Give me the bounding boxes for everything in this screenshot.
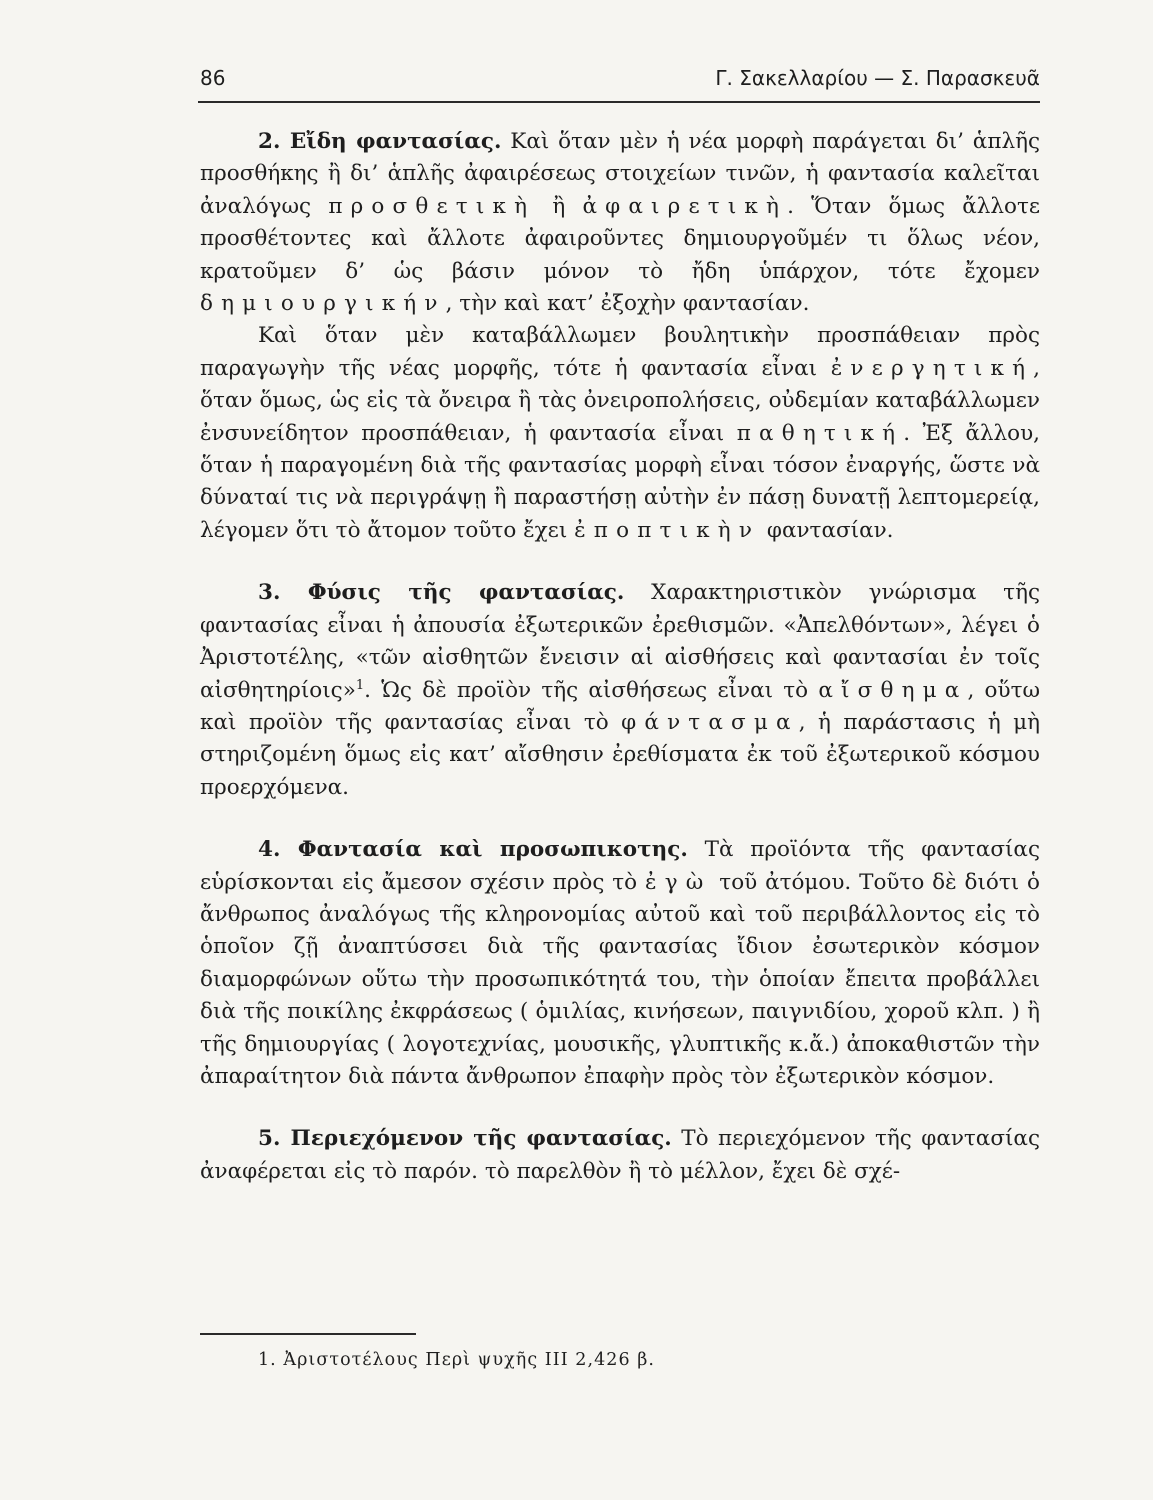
- text-run: ἢ: [535, 193, 583, 219]
- footnote-marker: 1: [355, 677, 365, 693]
- text-run: Τὸ περιεχόμενον τῆς φαντασίας ἀναφέρεται εἰς τὸ παρόν. τὸ παρελθὸν ἢ τὸ μέλλον, ἔχει δὲ σχέ-: [200, 1126, 1040, 1184]
- section-heading: 4. Φαντασία καὶ προσωπικοτης.: [258, 837, 688, 863]
- text-run: Τὰ προϊόντα τῆς φαντασίας εὑρίσκονται εἰς ἄμεσον σχέσιν πρὸς τὸ: [200, 837, 1040, 895]
- section-3-paragraph: [200, 577, 1040, 804]
- spaced-term: αἴσθημα: [818, 677, 968, 703]
- running-title: Γ. Σακελλαρίου — Σ. Παρασκευᾶ: [715, 66, 1040, 90]
- spaced-term: ἐνεργητική: [830, 355, 1034, 381]
- text-run: . Ὅταν ὅμως ἄλλοτε προσθέτοντες καὶ ἄλλοτε ἀφαιροῦντες δημιουργοῦμέν τι ὅλως νέον, κρατοῦμεν δ’ ὡς βάσιν μόνον τὸ ἤδη ὑπάρχον, τότε ἔχομεν: [200, 193, 1040, 284]
- text-run: , τὴν καὶ κατ’ ἐξοχὴν φαντασίαν.: [445, 291, 810, 317]
- page-number: 86: [200, 66, 226, 90]
- section-heading: 2. Εἴδη φαντασίας.: [258, 129, 502, 154]
- text-run: , οὕτω καὶ προϊὸν τῆς φαντασίας εἶναι τὸ: [200, 677, 1040, 735]
- spaced-term: ἐποπτικὴν: [574, 517, 761, 543]
- spaced-term: προσθετικὴ: [328, 193, 536, 219]
- spaced-term: φάντασμα: [621, 709, 799, 735]
- text-run: . Ἐξ ἄλλου, ὅταν ἡ παραγομένη διὰ τῆς φαντασίας μορφὴ εἶναι τόσον ἐναργής, ὥστε νὰ δύναταί τις νὰ περιγράψῃ ἢ παραστήσῃ αὐτὴν ἐν πάσῃ δυνατῇ λεπτομερείᾳ, λέγομεν ὅτι τὸ ἄτομον τοῦτο ἔχει: [200, 420, 1040, 543]
- spaced-term: ἀφαιρετικὴ: [582, 193, 788, 219]
- text-run: Καὶ ὅταν μὲν ἡ νέα μορφὴ παράγεται δι’ ἁπλῆς προσθήκης ἢ δι’ ἁπλῆς ἀφαιρέσεως στοιχείων τινῶν, ἡ φαντασία καλεῖται ἀναλόγως: [200, 129, 1040, 219]
- text-run: . Ὡς δὲ προϊὸν τῆς αἰσθήσεως εἶναι τὸ: [364, 677, 819, 703]
- section-2-paragraph-1: [200, 126, 1040, 320]
- text-run: φαντασίαν.: [760, 517, 894, 543]
- text-run: τοῦ ἀτόμου. Τοῦτο δὲ διότι ὁ ἄνθρωπος ἀναλόγως τῆς κληρονομίας αὐτοῦ καὶ τοῦ περιβάλλοντος εἰς τὸ ὁποῖον ζῇ ἀναπτύσσει διὰ τῆς φαντασίας ἴδιον ἐσωτερικὸν κόσμον διαμορφώνων οὕτω τὴν προσωπικότητά του, τὴν ὁποίαν ἔπειτα προβάλλει διὰ τῆς ποικίλης ἐκφράσεως ( ὁμιλίας, κινήσεων, παιγνιδίου, χοροῦ κλπ. ) ἢ τῆς δημιουργίας ( λογοτεχνίας, μουσικῆς, γλυπτικῆς κ.ἄ.) ἀποκαθιστῶν τὴν ἀπαραίτητον διὰ πάντα ἄνθρωπον ἐπαφὴν πρὸς τὸν ἐξωτερικὸν κόσμον.: [200, 869, 1040, 1089]
- main-text: [200, 126, 1040, 1188]
- text-run: , ἡ παράστασις ἡ μὴ στηριζομένη ὅμως εἰς κατ’ αἴσθησιν ἐρεθίσματα ἐκ τοῦ ἐξωτερικοῦ κόσμου προερχόμενα.: [200, 709, 1041, 800]
- section-heading: 5. Περιεχόμενον τῆς φαντασίας.: [258, 1126, 672, 1152]
- spaced-term: παθητική: [736, 420, 904, 446]
- text-run: Χαρακτηριστικὸν γνώρισμα τῆς φαντασίας εἶναι ἡ ἀπουσία ἐξωτερικῶν ἐρεθισμῶν. «Ἀπελθόντων», λέγει ὁ Ἀριστοτέλης, «τῶν αἰσθητῶν ἔνεισιν αἱ αἰσθήσεις καὶ φαντασίαι ἐν τοῖς αἰσθητηρίοις»: [200, 580, 1040, 703]
- footnote-rule: [200, 1333, 416, 1335]
- section-4-paragraph: [200, 834, 1040, 1093]
- header-rule: [198, 101, 1040, 103]
- text-run: , ὅταν ὅμως, ὡς εἰς τὰ ὄνειρα ἢ τὰς ὀνειροπολήσεις, οὐδεμίαν καταβάλλωμεν ἐνσυνείδητον προσπάθειαν, ἡ φαντασία εἶναι: [200, 355, 1040, 446]
- section-5-paragraph: [200, 1123, 1040, 1188]
- text-run: Καὶ ὅταν μὲν καταβάλλωμεν βουλητικὴν προσπάθειαν πρὸς παραγωγὴν τῆς νέας μορφῆς, τότε ἡ φαντασία εἶναι: [200, 323, 1040, 381]
- spaced-term: δημιουργικήν: [200, 291, 446, 317]
- section-heading: 3. Φύσις τῆς φαντασίας.: [258, 580, 625, 606]
- spaced-term: ἐγὼ: [645, 869, 712, 895]
- section-2-paragraph-2: [200, 320, 1040, 547]
- footnote: 1. Ἀριστοτέλους Περὶ ψυχῆς III 2,426 β.: [258, 1350, 656, 1370]
